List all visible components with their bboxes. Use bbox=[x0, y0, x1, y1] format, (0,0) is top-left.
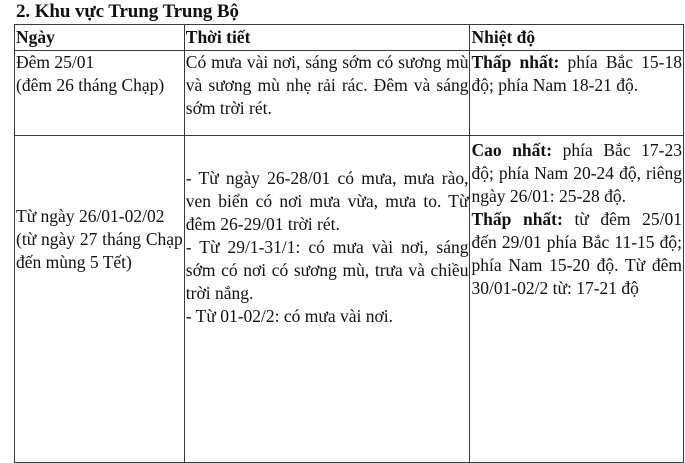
cell-temperature bbox=[470, 136, 684, 463]
weather-item: - Từ 01-02/2: có mưa vài nơi. bbox=[185, 306, 394, 326]
cell-weather bbox=[184, 136, 470, 463]
header-temperature: Nhiệt độ bbox=[470, 25, 684, 51]
temperature-high-label: Cao nhất: bbox=[471, 140, 553, 160]
temperature-low-text: từ đêm 25/01 đến 29/01 phía Bắc 11-15 độ; phía Nam 15-20 độ. Từ đêm 30/01-02/2 từ: 17-21 độ bbox=[471, 209, 682, 298]
weather-item: - Từ ngày 26-28/01 có mưa, mưa rào, ven biển có nơi mưa vừa, mưa to. Từ đêm 26-29/01 trời rét. bbox=[185, 168, 469, 234]
table-header-row bbox=[15, 25, 684, 51]
section-title: 2. Khu vực Trung Trung Bộ bbox=[16, 1, 239, 22]
header-day: Ngày bbox=[15, 25, 185, 51]
day-date: Đêm 25/01 bbox=[16, 52, 95, 72]
day-lunar: (từ ngày 27 tháng Chạp đến mùng 5 Tết) bbox=[16, 229, 183, 272]
cell-day bbox=[15, 136, 185, 463]
temperature-low bbox=[471, 51, 682, 97]
temperature-low-text: phía Bắc 15-18 độ; phía Nam 18-21 độ. bbox=[471, 52, 682, 95]
cell-weather bbox=[184, 51, 470, 136]
header-weather: Thời tiết bbox=[184, 25, 470, 51]
cell-day bbox=[15, 51, 185, 136]
weather-item: - Từ 29/1-31/1: có mưa vài nơi, sáng sớm có nơi có sương mù, trưa và chiều trời nắng. bbox=[185, 237, 469, 303]
day-date: Từ ngày 26/01-02/02 bbox=[16, 206, 165, 226]
day-lunar: (đêm 26 tháng Chạp) bbox=[16, 75, 165, 95]
cell-temperature bbox=[470, 51, 684, 136]
weather-text: Có mưa vài nơi, sáng sớm có sương mù và sương mù nhẹ rải rác. Đêm và sáng sớm trời rét. bbox=[185, 52, 469, 118]
temperature-high bbox=[471, 139, 682, 208]
temperature-low-label: Thấp nhất: bbox=[471, 52, 560, 72]
temperature-low bbox=[471, 208, 682, 300]
temperature-low-label: Thấp nhất: bbox=[471, 209, 563, 229]
temperature-high-text: phía Bắc 17-23 độ; phía Nam 20-24 độ, riêng ngày 26/01: 25-28 độ. bbox=[471, 140, 682, 206]
table-row bbox=[15, 136, 684, 463]
table-row bbox=[15, 51, 684, 136]
weather-forecast-table bbox=[14, 24, 684, 463]
